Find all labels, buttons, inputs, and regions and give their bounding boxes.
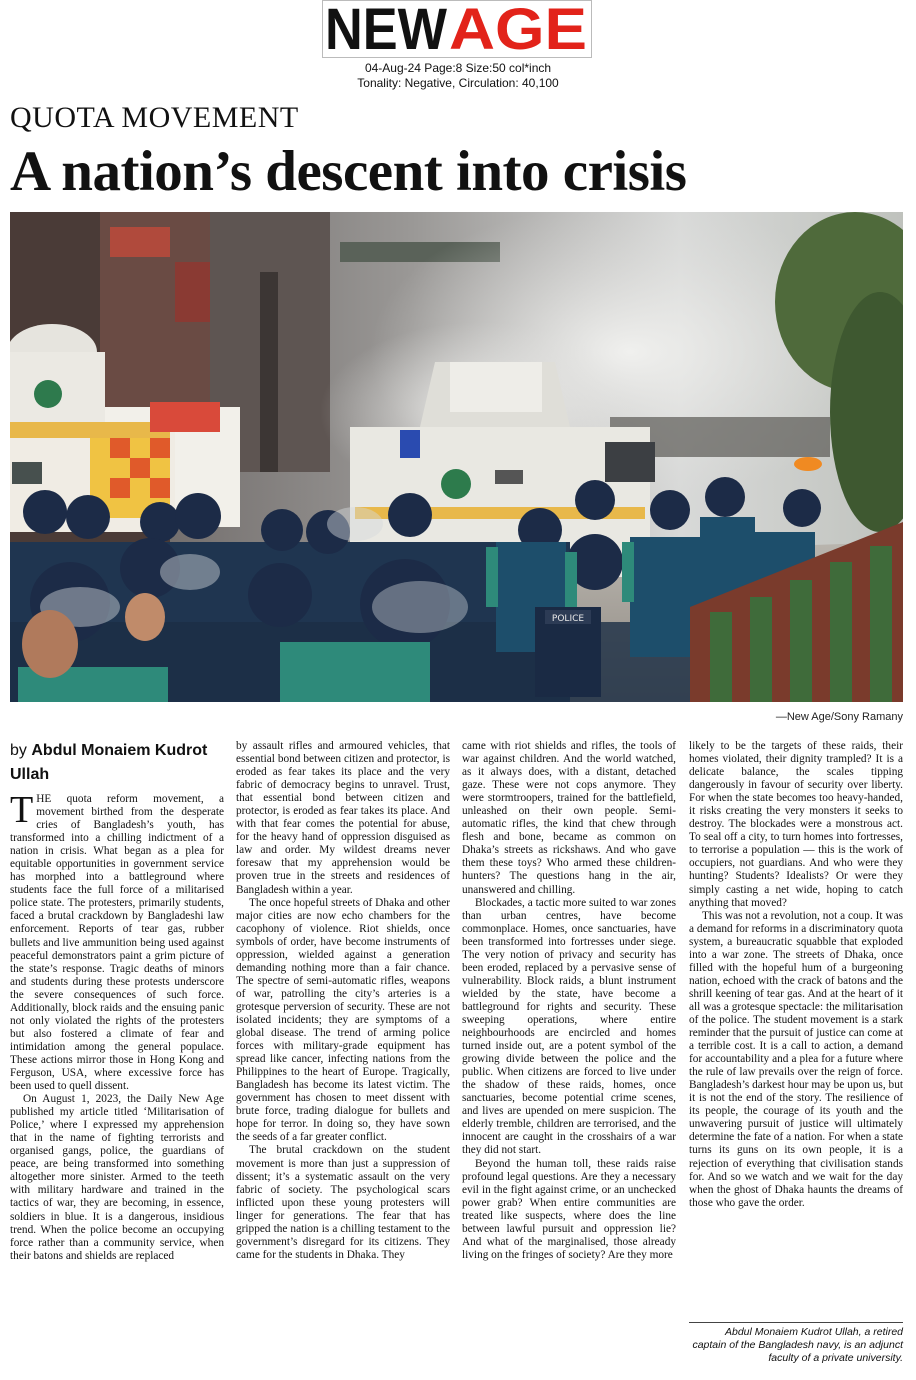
byline: [10, 739, 230, 787]
author-bio: Abdul Monaiem Kudrot Ullah, a retired captain of the Bangladesh navy, is an adjunct faculty of a private university.: [689, 1322, 903, 1365]
newspaper-logo: [322, 0, 592, 58]
paragraph: This was not a revolution, not a coup. It was a demand for reforms in a discriminatory quota system, a bureaucratic squabble that exploded into a war zone. The streets of Dhaka, once filled with the hopeful hum of a burgeoning nation, echoed with the crack of batons and the shrill keening of tear gas. And at the heart of it all was a grotesque spectacle: the militarisation of the police. The student movement is a stark reminder that the pursuit of justice can come at a terrible cost. It is a call to action, a demand for accountability and a plea for a future where the rule of law prevails over the reign of force. Bangladesh’s darkest hour may be upon us, but it is not the end of the story. The resilience of its people, the courage of its youth and the unwavering pursuit of justice will ultimately determine the fate of a nation. For when a state turns its guns on its own people, it is a rejection of everything that civilisation stands for. And so we watch and we wait for the day when the ghost of Dhaka haunts the dreams of those who gave the order.: [689, 909, 903, 1209]
paragraph: Blockades, a tactic more suited to war zones than urban centres, have become commonplace. Homes, once sanctuaries, have been transformed into fortresses under siege. The very notion of privacy and security has been eroded, replaced by a pervasive sense of vulnerability. Block raids, a blunt instrument wielded by the state, have become a battleground for rights and security. These sweeping operations, where entire neighbourhoods are encircled and homes turned inside out, are a potent symbol of the growing divide between the police and the public. When citizens are forced to live under the shadow of these raids, homes, once sanctuaries, become potential crime scenes, and lives are upended on mere suspicion. The elderly tremble, children are terrorised, and the innocent are caught in the crosshairs of a war they did not start.: [462, 896, 676, 1157]
clip-meta-tonality: Tonality: Negative, Circulation: 40,100: [357, 76, 559, 90]
news-photo: [10, 212, 903, 702]
paragraph: likely to be the targets of these raids, their homes violated, their dignity trampled? It is a delicate balance, the scales tipping dangerously in favour of security over liberty. For when the state becomes too heavy-handed, it risks creating the very monsters it seeks to destroy. The blockades were a monstrous act. To seal off a city, to turn homes into fortresses, to terrorise a population — this is the work of occupiers, not guardians. And who were they hunting? Students? Idealists? Or were they simply casting a net wide, hoping to catch anything that moved?: [689, 740, 903, 909]
article-column-2: [236, 740, 450, 1368]
paragraph: THE quota reform movement, a movement birthed from the desperate cries of Bangladesh’s youth, has transformed into a chilling indictment of a nation in crisis. What began as a plea for equitable opportunities in government service has morphed into a battleground where students face the full force of a militarised police state. The protesters, primarily students, faced a brutal crackdown by Bangladeshi law enforcement. Reports of tear gas, rubber bullets and live ammunition being used against peaceful demonstrators paint a grim picture of the state’s response. Tragic deaths of minors and students during these protests underscore the severe consequences of such force. Additionally, block raids and the ensuing panic not only violated the rights of the protesters but also fostered a climate of fear and intimidation among the general populace. These actions mirror those in Hong Kong and Ferguson, USA, where excessive force has been used to quell dissent.: [10, 793, 224, 1093]
author-name: Abdul Monaiem Kudrot Ullah: [10, 742, 208, 783]
svg-text:POLICE: POLICE: [551, 614, 585, 624]
clip-meta-date: 04-Aug-24 Page:8 Size:50 col*inch: [364, 61, 552, 75]
svg-text:NEW: NEW: [325, 3, 448, 55]
article-column-3: [462, 740, 676, 1368]
paragraph: On August 1, 2023, the Daily New Age published my article titled ‘Militarisation of Police,’ where I expressed my apprehension that in the name of fighting terrorists and organised gangs, police, the guardians of peace, are being transformed into something altogether more sinister. Armed to the teeth with military hardware and trained in the tactics of war, they are becoming, in essence, soldiers in blue. It is a dangerous, insidious trend. When the police become an occupying force rather than a community service, when their batons and shields are replaced: [10, 1093, 224, 1262]
drop-cap: T: [10, 793, 34, 831]
paragraph: Beyond the human toll, these raids raise profound legal questions. Are they a necessary evil in the fight against crime, or an unchecked power grab? When entire communities are treated like suspects, where does the line between lawful pursuit and oppression lie? And what of the marginalised, those already living on the fringes of society? Are they more: [462, 1157, 676, 1261]
paragraph: The once hopeful streets of Dhaka and other major cities are now echo chambers for the cacophony of violence. Riot shields, once symbols of order, have become instruments of oppression, wielded against a generation demanding nothing more than a fair chance. The spectre of semi-automatic rifles, weapons of war, patrolling the city’s arteries is a grotesque perversion of security. These are not isolated incidents; they are symptoms of a global disease. The trend of arming police forces with military-grade equipment has spread like cancer, infecting nations from the Philippines to the heart of Europe. Tragically, Bangladesh has become its latest victim. The government has chosen to meet dissent with brute force, trading dialogue for bullets and hope for terror. In doing so, they have sown the seeds of a far greater conflict.: [236, 896, 450, 1144]
article-column-1: [10, 793, 224, 1368]
paragraph: came with riot shields and rifles, the tools of war against children. And the world watched, as it always does, with a distant, detached gaze. These were not cops anymore. They were stormtroopers, trained for the battlefield, unleashed on their own people. Semi-automatic rifles, the kind that chew through flesh and bone, became as common on Dhaka’s streets as rickshaws. And who gave them these toys? Who armed these children-hunters? The questions hang in the air, unanswered and chilling.: [462, 740, 676, 896]
byline-prefix: by: [10, 742, 27, 759]
svg-text:AGE: AGE: [449, 3, 587, 55]
article-column-4: [689, 740, 903, 1320]
paragraph: The brutal crackdown on the student movement is more than just a suppression of dissent; it’s a systematic assault on the very fabric of society. The psychological scars inflicted upon these young protesters will linger for generations. The fear that has gripped the nation is a chilling testament to the government’s disregard for its citizens. They came for the students in Dhaka. They: [236, 1144, 450, 1261]
section-kicker: QUOTA MOVEMENT: [10, 101, 299, 134]
paragraph: by assault rifles and armoured vehicles, that essential bond between citizen and protector, is eroded as fear takes its place and the very fabric of democracy begins to unravel. Trust, that essential bond between citizen and protector, is eroded as fear takes its place. And with that fear comes the potential for abuse, for the heavy hand of oppression disguised as law and order. My wildest dreams never foresaw that my apprehension would be proven true in the streets and residences of Bangladesh within a year.: [236, 740, 450, 896]
photo-credit: —New Age/Sony Ramany: [775, 711, 903, 723]
article-headline: A nation’s descent into crisis: [10, 140, 687, 203]
